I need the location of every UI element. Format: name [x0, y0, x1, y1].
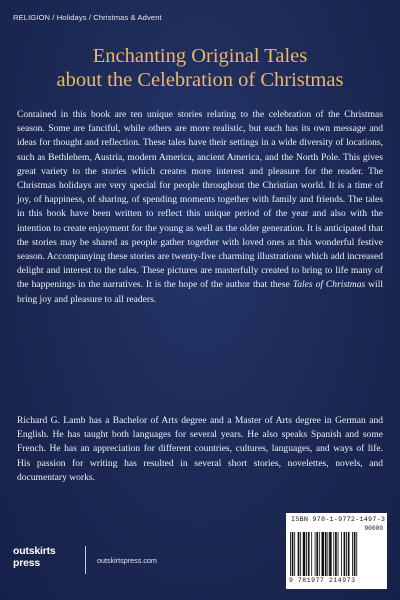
- description-closing: will bring joy and pleasure to all readers.: [17, 279, 383, 305]
- logo-word-1: outskirts: [13, 545, 56, 557]
- price-code: 90000: [364, 525, 383, 532]
- title-line-2: about the Celebration of Christmas: [56, 69, 344, 91]
- category-label: RELIGION / Holidays / Christmas & Advent: [13, 13, 162, 22]
- book-title-italic: Tales of Christmas: [292, 279, 366, 291]
- barcode-bars: [290, 532, 382, 576]
- book-description: [17, 108, 383, 307]
- description-text: Contained in this book are ten unique stories relating to the celebration of the Christmas season. Some are fanciful, while others are more realistic, but each has its own message and ideas for thought and reflection. These tales have their settings in a wide diversity of locations, such as Bethlehem, Austria, modern America, ancient America, and the North Pole. This gives great variety to the stories which creates more interest and pleasure for the reader. The Christmas holidays are very special for people throughout the Christian world. It is a time of joy, of happiness, of sharing, of spending moments together with family and friends. The tales in this book have been written to reflect this unique period of the year and also with the intention to create enjoyment for the young as well as the older generation. It is anticipated that the stories may be shared as people gather together with loved ones at this wonderful festive season. Accompanying these stories are twenty-five charming illustrations which add increased delight and interest to the tales. These pictures are masterfully created to bring to life many of the happenings in the narratives. It is the hope of the author that these: [17, 109, 383, 291]
- isbn-barcode: [286, 513, 387, 589]
- publisher-logo: [13, 545, 83, 577]
- author-bio: Richard G. Lamb has a Bachelor of Arts degree and a Master of Arts degree in German and English. He has taught both languages for several years. He also speaks Spanish and some French. He has an appreciation for different countries, cultures, languages, and ways of life. His passion for writing has resulted in several short stories, novelettes, novels, and documentary works.: [17, 415, 383, 483]
- logo-divider: [85, 546, 86, 574]
- publisher-url: outskirtspress.com: [97, 556, 157, 565]
- barcode-digits: 9 781977 214973: [289, 577, 356, 584]
- title-line-1: Enchanting Original Tales: [92, 45, 308, 67]
- logo-word-2: press: [13, 557, 41, 569]
- isbn-label: ISBN 978-1-9772-1497-3: [291, 516, 386, 524]
